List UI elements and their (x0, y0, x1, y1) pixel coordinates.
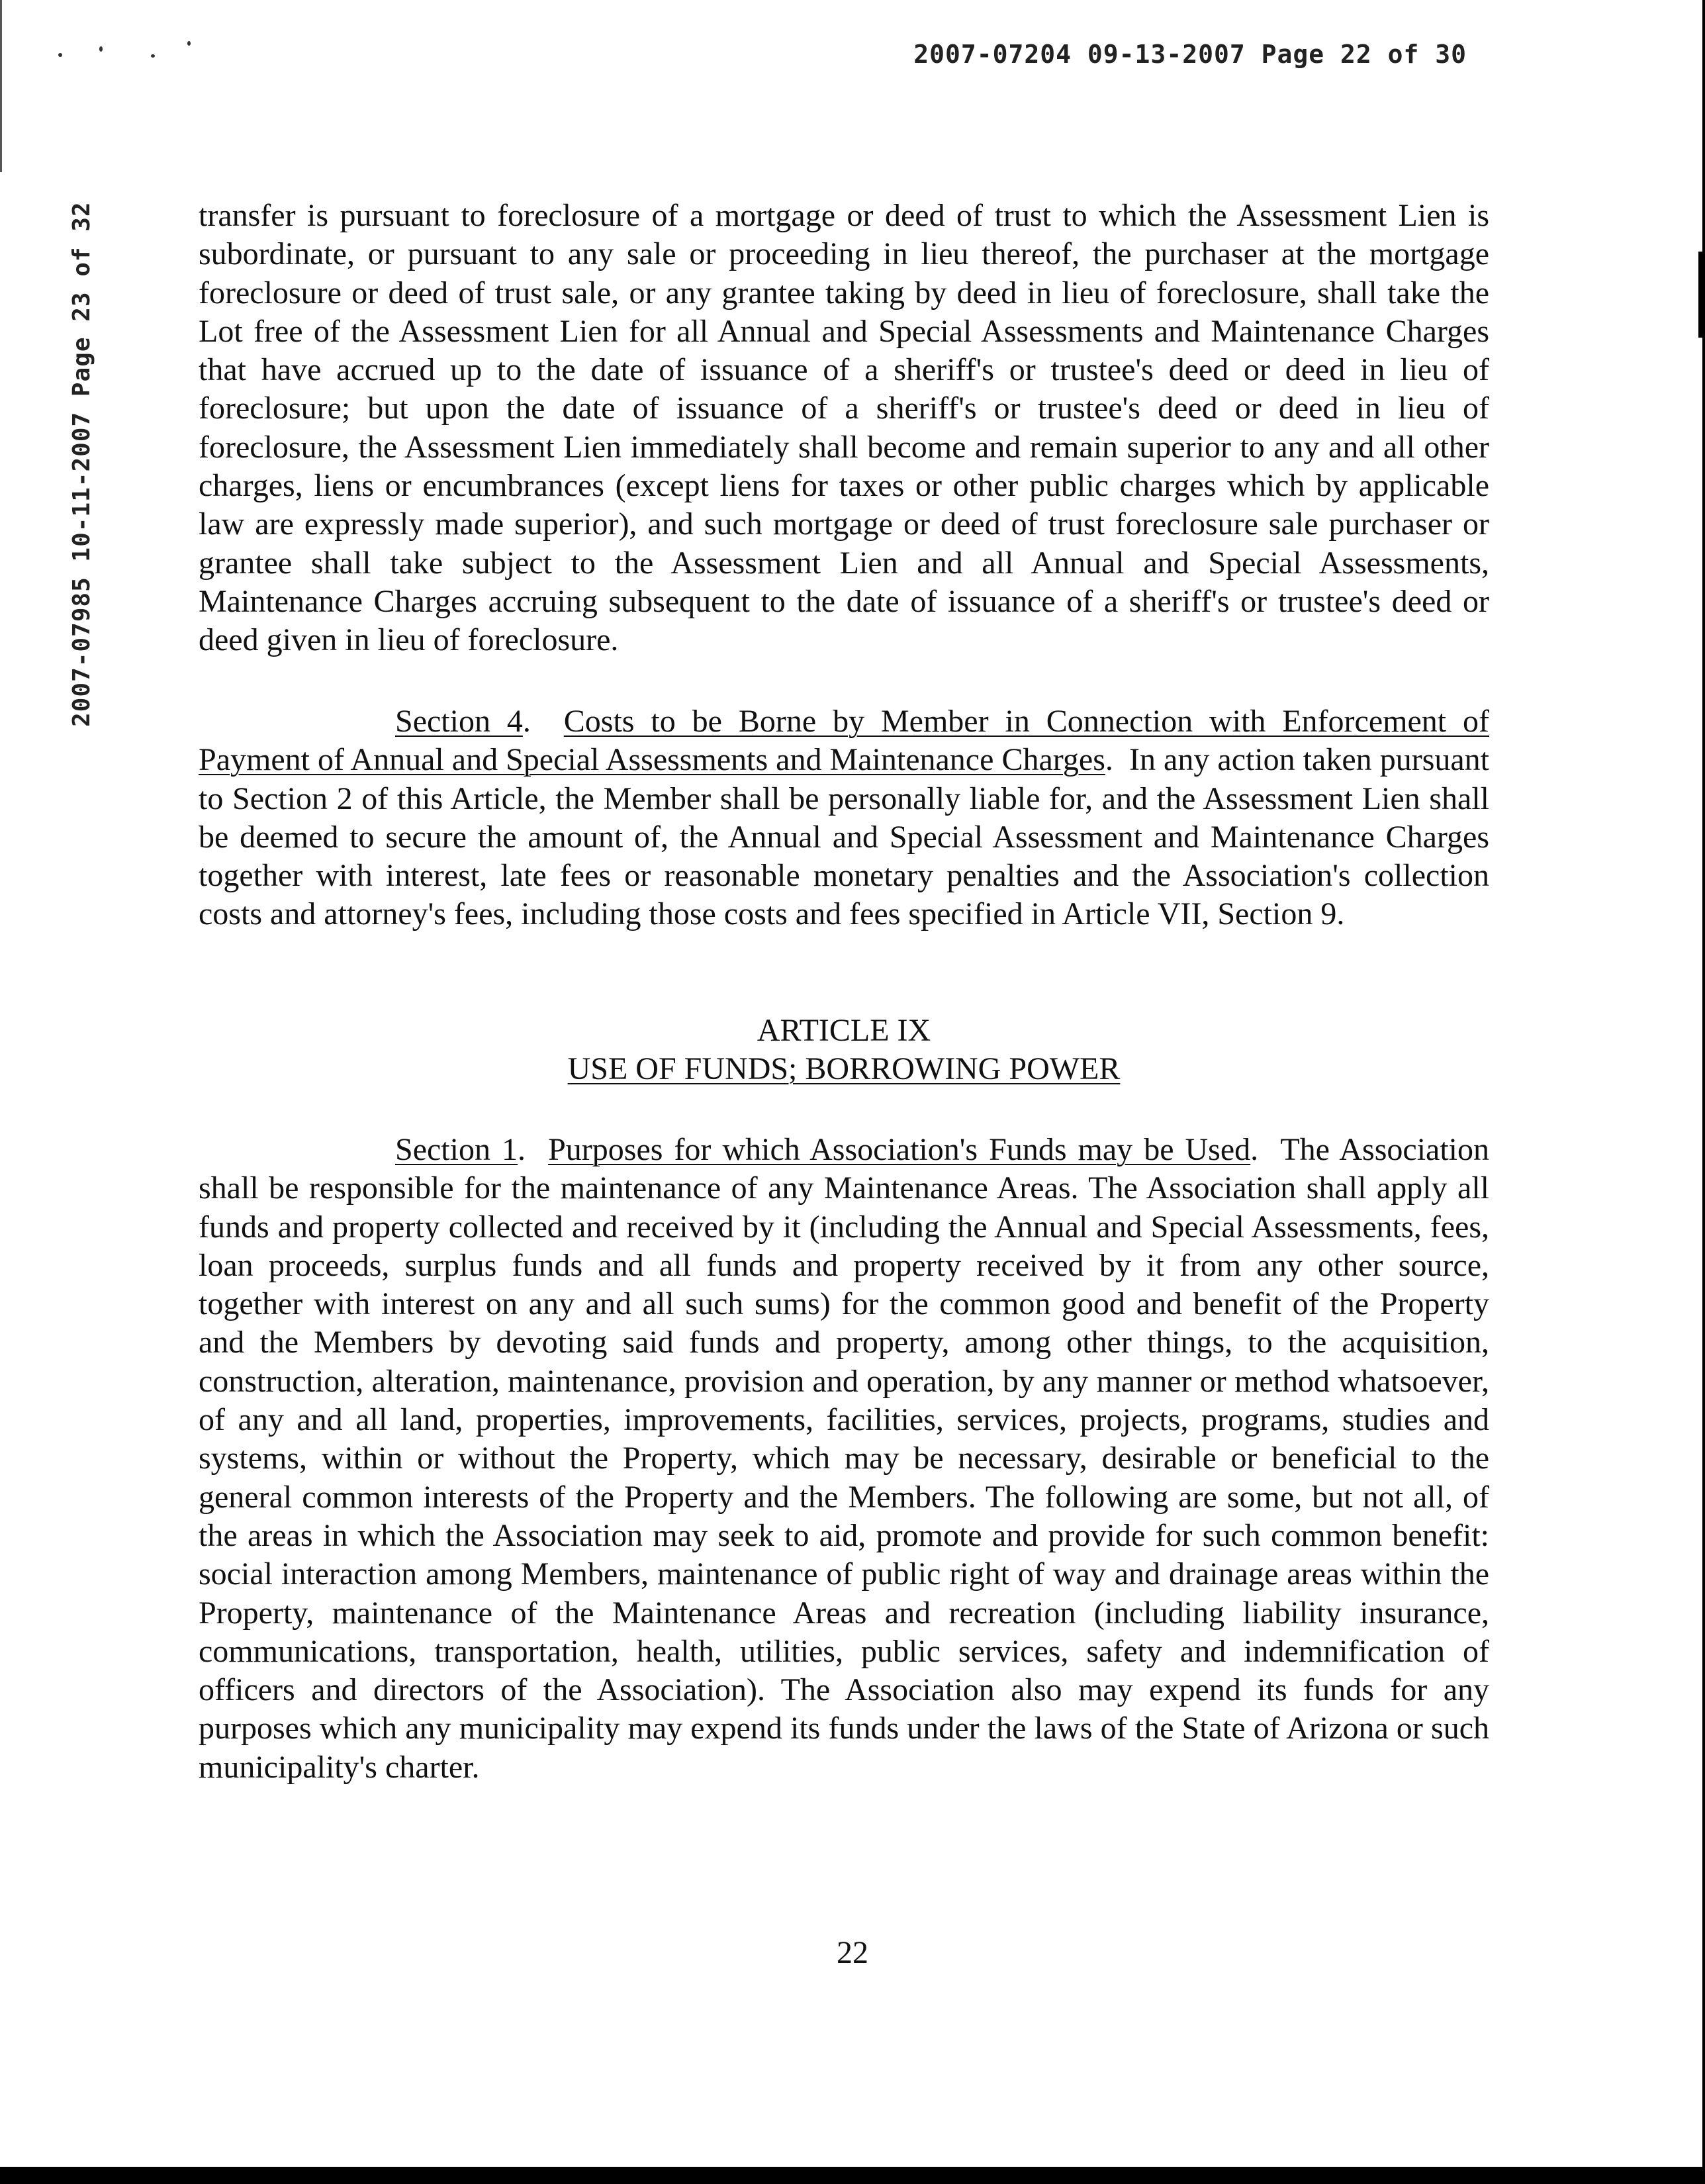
article-title-text: USE OF FUNDS; BORROWING POWER (567, 1051, 1121, 1086)
section-1-label: Section 1 (395, 1132, 518, 1167)
section-1-text: The Association shall be responsible for the maintenance of any Maintenance Areas. The Association shall apply all funds and property collected and received by it (including the Annual and Special Assessments, fees, loan proceeds, surplus funds and all funds and property received by it from any other source, together with interest on any and all such sums) for the common good and benefit of the Property and the Members by devoting said funds and property, among other things, to the acquisition, construction, alteration, maintenance, provision and operation, by any manner or method whatsoever, of any and all land, properties, improvements, facilities, services, projects, programs, studies and systems, within or without the Property, which may be necessary, desirable or beneficial to the general common interests of the Property and the Members. The following are some, but not all, of the areas in which the Association may seek to aid, promote and provide for such common benefit: social interaction among Members, maintenance of public right of way and drainage areas within the Property, maintenance of the Maintenance Areas and recreation (including liability insurance, communications, transportation, health, utilities, public services, safety and indemnification of officers and directors of the Association). The Association also may expend its funds for any purposes which any municipality may expend its funds under the laws of the State of Arizona or such municipality's charter. (199, 1132, 1490, 1785)
section-4-label: Section 4 (395, 704, 523, 739)
article-number: ARTICLE IX (757, 1013, 931, 1048)
scan-speck (151, 54, 155, 58)
page-number: 22 (837, 1935, 868, 1970)
continuation-paragraph: transfer is pursuant to foreclosure of a mortgage or deed of trust to which the Assessment Lien is subordinate, or pursuant to any sale or proceeding in lieu thereof, the purchaser at the mortgage foreclosure or deed of trust sale, or any grantee taking by deed in lieu of foreclosure, shall take the Lot free of the Assessment Lien for all Annual and Special Assessments and Maintenance Charges that have accrued up to the date of issuance of a sheriff's or trustee's deed or deed in lieu of foreclosure; but upon the date of issuance of a sheriff's or trustee's deed or deed in lieu of foreclosure, the Assessment Lien immediately shall become and remain superior to any and all other charges, liens or encumbrances (except liens for taxes or other public charges which by applicable law are expressly made superior), and such mortgage or deed of trust foreclosure sale purchaser or grantee shall take subject to the Assessment Lien and all Annual and Special Assessments, Maintenance Charges accruing subsequent to the date of issuance of a sheriff's or trustee's deed or deed given in lieu of foreclosure. (199, 198, 1489, 658)
recording-stamp-side: 2007-07985 10-11-2007 Page 23 of 32 (68, 201, 95, 727)
section-1-heading: Purposes for which Association's Funds may be Used (548, 1132, 1251, 1167)
scan-right-border (1702, 0, 1705, 2184)
scan-speck (99, 46, 103, 52)
section-4-paragraph: Section 4. Costs to be Borne by Member in Connection with Enforcement of Payment of Annual and Special Assessments and Maintenance Charges. In any action taken pursuant to Section 2 of this Article, the Member shall be personally liable for, and the Assessment Lien shall be deemed to secure the amount of, the Annual and Special Assessment and Maintenance Charges together with interest, late fees or reasonable monetary penalties and the Association's collection costs and attorney's fees, including those costs and fees specified in Article VII, Section 9. (199, 704, 1490, 932)
section-1-paragraph: Section 1. Purposes for which Association's Funds may be Used. The Association shall be responsible for the maintenance of any Maintenance Areas. The Association shall apply all funds and property collected and received by it (including the Annual and Special Assessments, fees, loan proceeds, surplus funds and all funds and property received by it from any other source, together with interest on any and all such sums) for the common good and benefit of the Property and the Members by devoting said funds and property, among other things, to the acquisition, construction, alteration, maintenance, provision and operation, by any manner or method whatsoever, of any and all land, properties, improvements, facilities, services, projects, programs, studies and systems, within or without the Property, which may be necessary, desirable or beneficial to the general common interests of the Property and the Members. The following are some, but not all, of the areas in which the Association may seek to aid, promote and provide for such common benefit: social interaction among Members, maintenance of public right of way and drainage areas within the Property, maintenance of the Maintenance Areas and recreation (including liability insurance, communications, transportation, health, utilities, public services, safety and indemnification of officers and directors of the Association). The Association also may expend its funds for any purposes which any municipality may expend its funds under the laws of the State of Arizona or such municipality's charter. (199, 1132, 1490, 1785)
section-4-text: In any action taken pursuant to Section 2 of this Article, the Member shall be personally liable for, and the Assessment Lien shall be deemed to secure the amount of, the Annual and Special Assessment and Maintenance Charges together with interest, late fees or reasonable monetary penalties and the Association's collection costs and attorney's fees, including those costs and fees specified in Article VII, Section 9. (199, 742, 1490, 932)
scan-speck (58, 53, 62, 57)
article-title (199, 1050, 1489, 1088)
scan-speck (187, 41, 191, 46)
recording-stamp-top: 2007-07204 09-13-2007 Page 22 of 30 (913, 40, 1467, 69)
section-4-heading: Costs to be Borne by Member in Connection with Enforcement of Payment of Annual and Special Assessments and Maintenance Charges (199, 704, 1490, 778)
scan-bottom-border (0, 2167, 1705, 2184)
scan-left-edge (0, 0, 2, 172)
scan-right-mark (1698, 252, 1702, 338)
